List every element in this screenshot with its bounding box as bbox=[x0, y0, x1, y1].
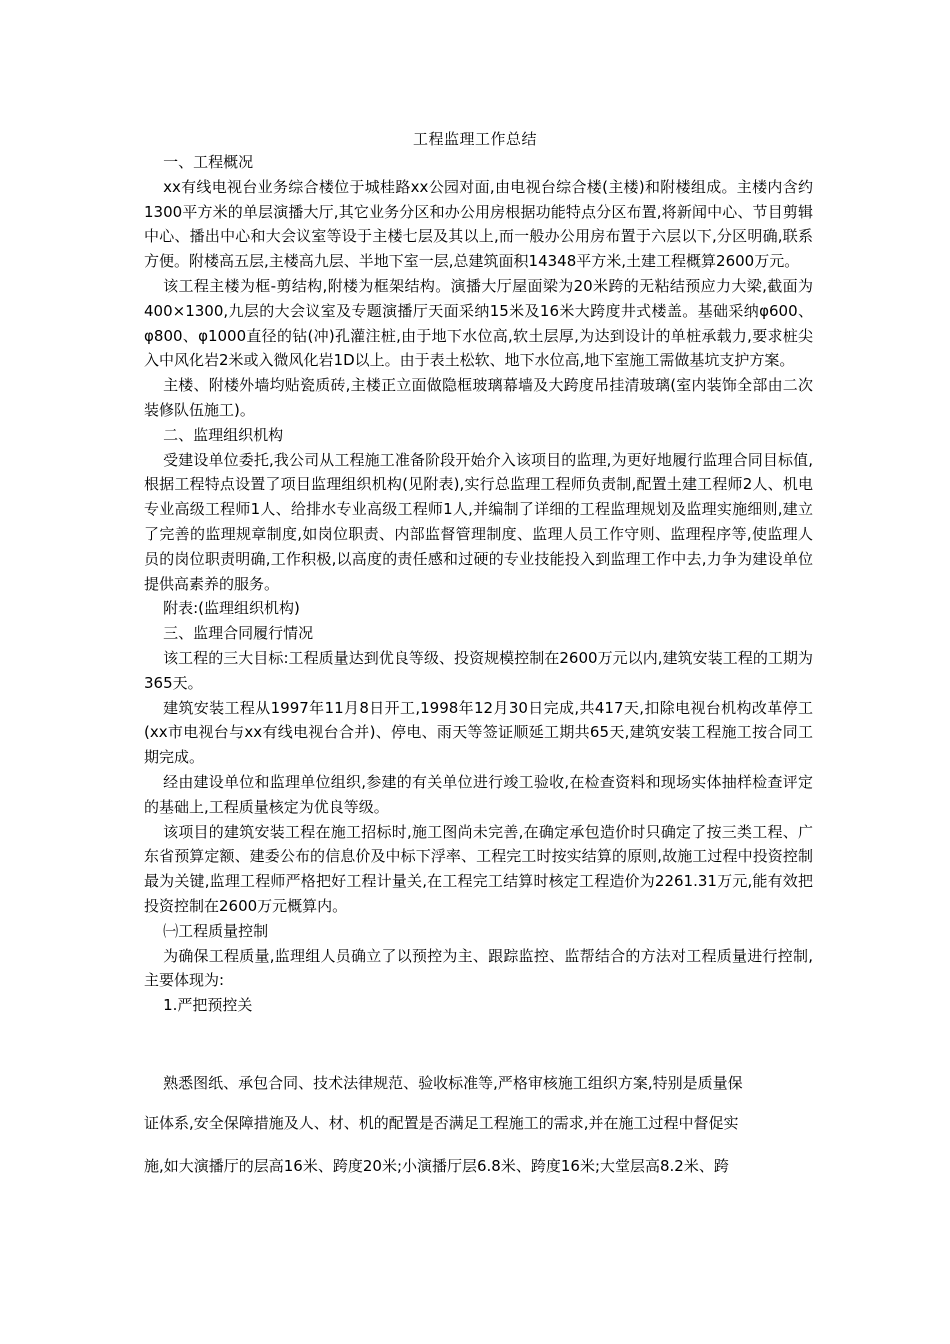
paragraph: 经由建设单位和监理单位组织,参建的有关单位进行竣工验收,在检查资料和现场实体抽样检查评定的基础上,工程质量核定为优良等级。 bbox=[144, 772, 813, 816]
paragraph: 附表:(监理组织机构) bbox=[163, 599, 300, 618]
paragraph: 该项目的建筑安装工程在施工招标时,施工图尚未完善,在确定承包造价时只确定了按三类工程、广东省预算定额、建委公布的信息价及中标下浮率、工程完工时按实结算的原则,故施工过程中投资控制最为关键,监理工程师严格把好工程计量关,在工程完工结算时核定工程造价为2261.31万元,能有效把投资控制在2600万元概算内。 bbox=[144, 822, 813, 915]
paragraph: 该工程的三大目标:工程质量达到优良等级、投资规模控制在2600万元以内,建筑安装工程的工期为365天。 bbox=[144, 648, 813, 692]
document-body bbox=[144, 150, 813, 1018]
paragraph: 主楼、附楼外墙均贴瓷质砖,主楼正立面做隐框玻璃幕墙及大跨度吊挂清玻璃(室内装饰全部由二次装修队伍施工)。 bbox=[144, 376, 813, 419]
paragraph: 建筑安装工程从1997年11月8日开工,1998年12月30日完成,共417天,扣除电视台机构改革停工(xx市电视台与xx有线电视台合并)、停电、雨天等签证顺延工期共65天,建筑安装工程施工按合同工期完成。 bbox=[144, 698, 813, 767]
paragraph: 该工程主楼为框-剪结构,附楼为框架结构。演播大厅屋面梁为20米跨的无粘结预应力大梁,截面为400×1300,九层的大会议室及专题演播厅天面采纳15米及16米大跨度井式楼盖。基础采纳φ600、φ800、φ1000直径的钻(冲)孔灌注桩,由于地下水位高,软土层厚,为达到设计的单桩承载力,要求桩尖入中风化岩2米或入微风化岩1D以上。由于表土松软、地下水位高,地下室施工需做基坑支护方案。 bbox=[144, 276, 813, 370]
subsection-heading-quality: ㈠工程质量控制 bbox=[163, 921, 269, 940]
item-heading-precontrol: 1.严把预控关 bbox=[163, 996, 253, 1015]
tail-line: 熟悉图纸、承包合同、技术法律规范、验收标准等,严格审核施工组织方案,特别是质量保 bbox=[163, 1074, 743, 1092]
section-heading-overview: 一、工程概况 bbox=[163, 153, 254, 171]
document-title: 工程监理工作总结 bbox=[412, 130, 537, 148]
paragraph: 受建设单位委托,我公司从工程施工准备阶段开始介入该项目的监理,为更好地履行监理合同目标值,根据工程特点设置了项目监理组织机构(见附表),实行总监理工程师负责制,配置土建工程师2人、机电专业高级工程师1人、给排水专业高级工程师1人,并编制了详细的工程监理规划及监理实施细则,建立了完善的监理规章制度,如岗位职责、内部监督管理制度、监理人员工作守则、监理程序等,使监理人员的岗位职责明确,工作积极,以高度的责任感和过硬的专业技能投入到监理工作中去,力争为建设单位提供高素养的服务。 bbox=[144, 450, 813, 593]
paragraph: 为确保工程质量,监理组人员确立了以预控为主、跟踪监控、监帮结合的方法对工程质量进行控制,主要体现为: bbox=[144, 946, 813, 990]
section-heading-organization: 二、监理组织机构 bbox=[163, 425, 284, 444]
section-heading-contract: 三、监理合同履行情况 bbox=[163, 624, 314, 643]
tail-line: 证体系,安全保障措施及人、材、机的配置是否满足工程施工的需求,并在施工过程中督促实 bbox=[144, 1114, 739, 1132]
paragraph: xx有线电视台业务综合楼位于城桂路xx公园对面,由电视台综合楼(主楼)和附楼组成。主楼内含约1300平方米的单层演播大厅,其它业务分区和办公用房根据功能特点分区布置,将新闻中心、节目剪辑中心、播出中心和大会议室等设于主楼七层及其以上,而一般办公用房布置于六层以下,分区明确,联系方便。附楼高五层,主楼高九层、半地下室一层,总建筑面积14348平方米,土建工程概算2600万元。 bbox=[144, 177, 813, 271]
tail-line: 施,如大演播厅的层高16米、跨度20米;小演播厅层6.8米、跨度16米;大堂层高8.2米、跨 bbox=[144, 1157, 729, 1175]
